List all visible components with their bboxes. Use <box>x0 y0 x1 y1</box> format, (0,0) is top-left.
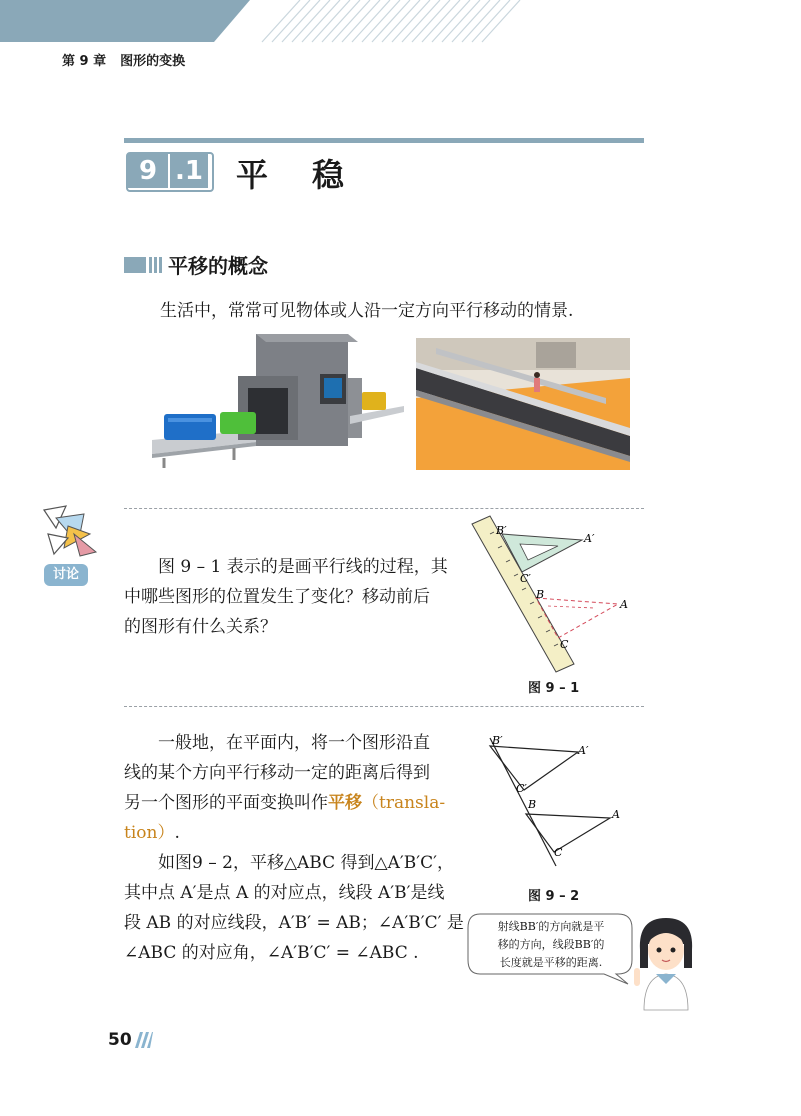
discuss-line: 图 9 – 1 表示的是画平行线的过程，其 <box>158 557 448 577</box>
definition-line: 一般地，在平面内，将一个图形沿直 <box>158 733 430 753</box>
label-a-prime: A′ <box>584 532 595 545</box>
label-c-prime: C′ <box>520 572 531 585</box>
header-band <box>0 0 801 44</box>
section-number-minor: .1 <box>170 154 208 188</box>
page-number: 50 <box>108 1030 132 1050</box>
figure-9-2-translated-triangles <box>476 728 636 878</box>
figure-9-1-ruler-triangle <box>466 514 646 674</box>
example-line: ∠ABC 的对应角，∠A′B′C′ = ∠ABC . <box>124 943 419 963</box>
example-line: 其中点 A′是点 A 的对应点，线段 A′B′是线 <box>124 883 445 903</box>
escalator-photo <box>416 338 630 470</box>
bubble-line: 长度就是平移的距离. <box>499 956 603 969</box>
label-b: B <box>528 798 537 811</box>
definition-block <box>124 728 470 968</box>
discuss-line: 中哪些图形的位置发生了变化？移动前后 <box>124 587 430 607</box>
discuss-line: 的图形有什么关系？ <box>124 617 277 637</box>
definition-line <box>124 818 470 848</box>
geometric-shapes-icon <box>38 504 98 558</box>
page-number-slashes <box>131 1032 153 1048</box>
label-c: C <box>560 638 569 651</box>
student-girl-illustration <box>628 910 704 1012</box>
luggage-scanner-photo <box>124 332 404 472</box>
english-term: （transla- <box>362 793 446 813</box>
label-c-prime: C′ <box>516 782 527 795</box>
figure-9-2-caption: 图 9 – 2 <box>528 889 580 904</box>
bubble-line: 射线BB′的方向就是平 <box>497 920 605 933</box>
definition-line <box>124 788 470 818</box>
example-line: 段 AB 的对应线段，A′B′ = AB；∠A′B′C′ 是 <box>124 913 464 933</box>
label-b-prime: B′ <box>496 524 507 537</box>
divider-dashed <box>124 508 644 509</box>
section-rule <box>124 138 644 143</box>
chapter-number: 第 9 章 <box>62 54 107 69</box>
bubble-line: 移的方向，线段BB′的 <box>497 938 605 951</box>
divider-dashed <box>124 706 644 707</box>
definition-period: . <box>174 823 180 843</box>
subsection-bars-icon <box>124 256 164 274</box>
english-term-cont: tion） <box>124 823 175 843</box>
label-a-prime: A′ <box>578 744 589 757</box>
discuss-badge: 讨论 <box>44 564 88 586</box>
label-a: A <box>620 598 628 611</box>
key-term: 平移 <box>328 793 362 813</box>
subsection-title: 平移的概念 <box>168 254 268 278</box>
chapter-header <box>62 50 199 69</box>
definition-text: 另一个图形的平面变换叫作 <box>124 793 328 813</box>
bubble-text <box>476 918 626 972</box>
figure-9-1-caption: 图 9 – 1 <box>528 681 580 696</box>
label-b: B <box>536 588 545 601</box>
label-a: A <box>612 808 620 821</box>
definition-line: 线的某个方向平行移动一定的距离后得到 <box>124 763 430 783</box>
discuss-paragraph <box>124 552 464 642</box>
example-line: 如图9 – 2，平移△ABC 得到△A′B′C′， <box>158 853 454 873</box>
label-c: C <box>554 846 563 859</box>
label-b-prime: B′ <box>492 734 503 747</box>
chapter-title: 图形的变换 <box>120 54 186 69</box>
section-title: 平稳 <box>236 156 389 194</box>
intro-paragraph: 生活中，常常可见物体或人沿一定方向平行移动的情景. <box>160 301 574 321</box>
section-number-major: 9 <box>128 154 168 188</box>
